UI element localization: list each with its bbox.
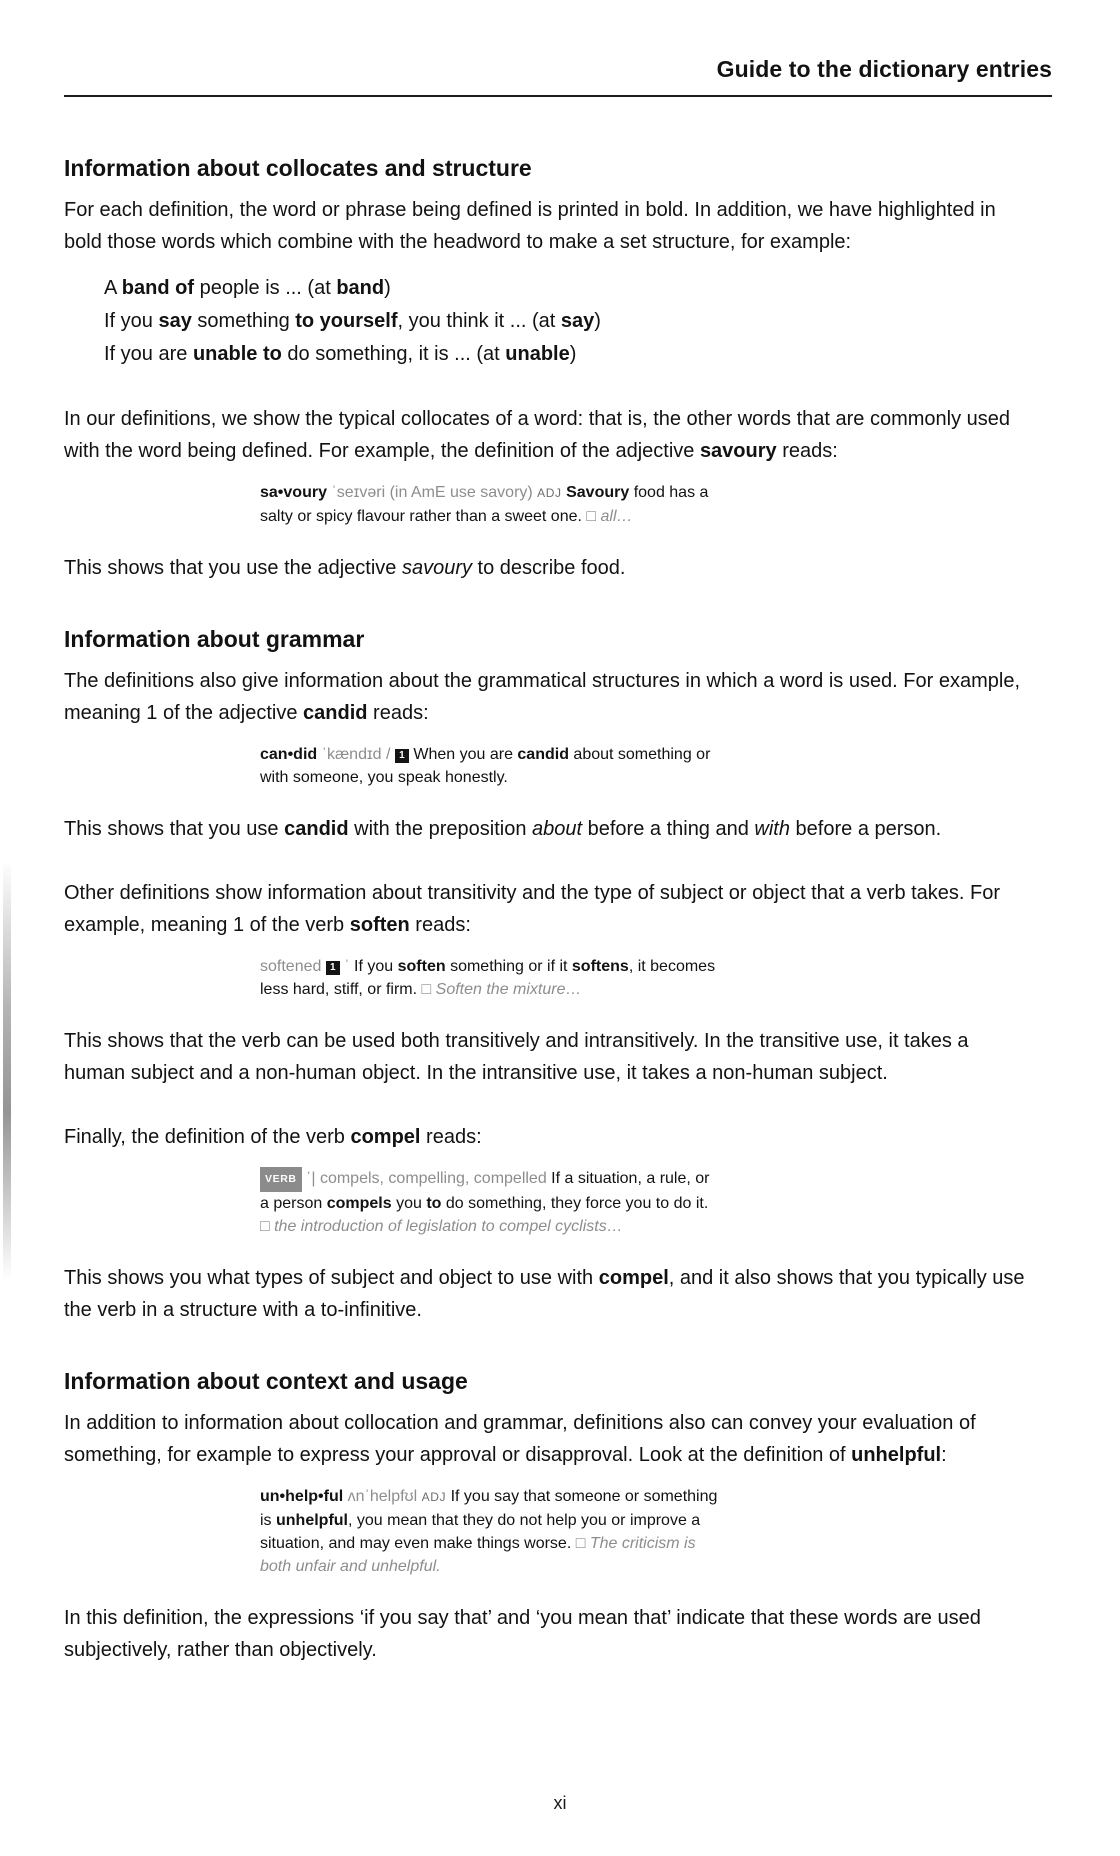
- header-rule: [64, 95, 1052, 97]
- section-heading-grammar: Information about grammar: [64, 626, 365, 652]
- verb-badge: VERB: [260, 1167, 302, 1192]
- paragraph-compel-lead: Finally, the definition of the verb compel reads:: [64, 1126, 482, 1148]
- paragraph-collocates-definitions: In our definitions, we show the typical collocates of a word: that is, the other words that are commonly used with the word being defined. For example, the definition of the adjective savoury reads:: [64, 408, 1011, 462]
- section-heading-usage: Information about context and usage: [64, 1368, 468, 1394]
- section-collocates: [64, 155, 1052, 584]
- paragraph-unhelpful-explanation: In this definition, the expressions ‘if you say that’ and ‘you mean that’ indicate that these words are used subjectively, rather than objectively.: [64, 1607, 981, 1661]
- paragraph-grammar-intro: The definitions also give information about the grammatical structures in which a word is used. For example, meaning 1 of the adjective candid reads:: [64, 670, 1021, 724]
- paragraph-savoury-explanation: This shows that you use the adjective savoury to describe food.: [64, 557, 626, 579]
- page-header: [64, 56, 1052, 97]
- collocate-examples: [104, 272, 1052, 371]
- section-usage: [64, 1368, 1052, 1666]
- paragraph-soften-explanation: This shows that the verb can be used both transitively and intransitively. In the transitive use, it takes a human subject and a non-human object. In the intransitive use, it takes a non-human subject.: [64, 1030, 969, 1084]
- example-line-say: If you say something to yourself, you think it ... (at say): [104, 310, 601, 332]
- sense-number-badge: 1: [326, 961, 340, 975]
- example-line-unable: If you are unable to do something, it is ... (at unable): [104, 343, 577, 365]
- scan-artifact: [3, 860, 11, 1280]
- dictionary-entry-compel: VERB ˈ| compels, compelling, compelled If a situation, a rule, or a person compels you to do something, they force you to do it. □ the introduction of legislation to compel cyclists…: [260, 1167, 720, 1238]
- paragraph-transitivity: Other definitions show information about transitivity and the type of subject or object that a verb takes. For example, meaning 1 of the verb soften reads:: [64, 882, 1001, 936]
- paragraph-compel-explanation: This shows you what types of subject and object to use with compel, and it also shows that you typically use the verb in a structure with a to-infinitive.: [64, 1267, 1025, 1321]
- section-heading-collocates: Information about collocates and structure: [64, 155, 532, 181]
- dictionary-entry-savoury: sa•voury ˈseɪvəri (in AmE use savory) ADJ Savoury food has a salty or spicy flavour rather than a sweet one. □ all…: [260, 484, 709, 525]
- dictionary-entry-soften: softened 1 ˈ If you soften something or if it softens, it becomes less hard, stiff, or firm. □ Soften the mixture…: [260, 958, 716, 998]
- section-grammar: [64, 626, 1052, 1326]
- sense-number-badge: 1: [395, 749, 409, 763]
- dictionary-entry-candid: can•did ˈkændɪd / 1 When you are candid about something or with someone, you speak honestly.: [260, 746, 711, 786]
- paragraph-collocates-intro: For each definition, the word or phrase being defined is printed in bold. In addition, we have highlighted in bold those words which combine with the headword to make a set structure, for example:: [64, 199, 996, 253]
- running-header-title: Guide to the dictionary entries: [716, 56, 1052, 82]
- paragraph-candid-explanation: This shows that you use candid with the preposition about before a thing and with before a person.: [64, 818, 942, 840]
- page-number: xi: [553, 1793, 567, 1813]
- example-line-band: A band of people is ... (at band): [104, 277, 391, 299]
- dictionary-entry-unhelpful: un•help•ful ʌnˈhelpfʊl ADJ If you say that someone or something is unhelpful, you mean that they do not help you or improve a situation, and may even make things worse. □ The criticism is both unfair and unhelpful.: [260, 1488, 718, 1575]
- paragraph-usage-intro: In addition to information about collocation and grammar, definitions also can convey your evaluation of something, for example to express your approval or disapproval. Look at the definition of unhelpful:: [64, 1412, 976, 1466]
